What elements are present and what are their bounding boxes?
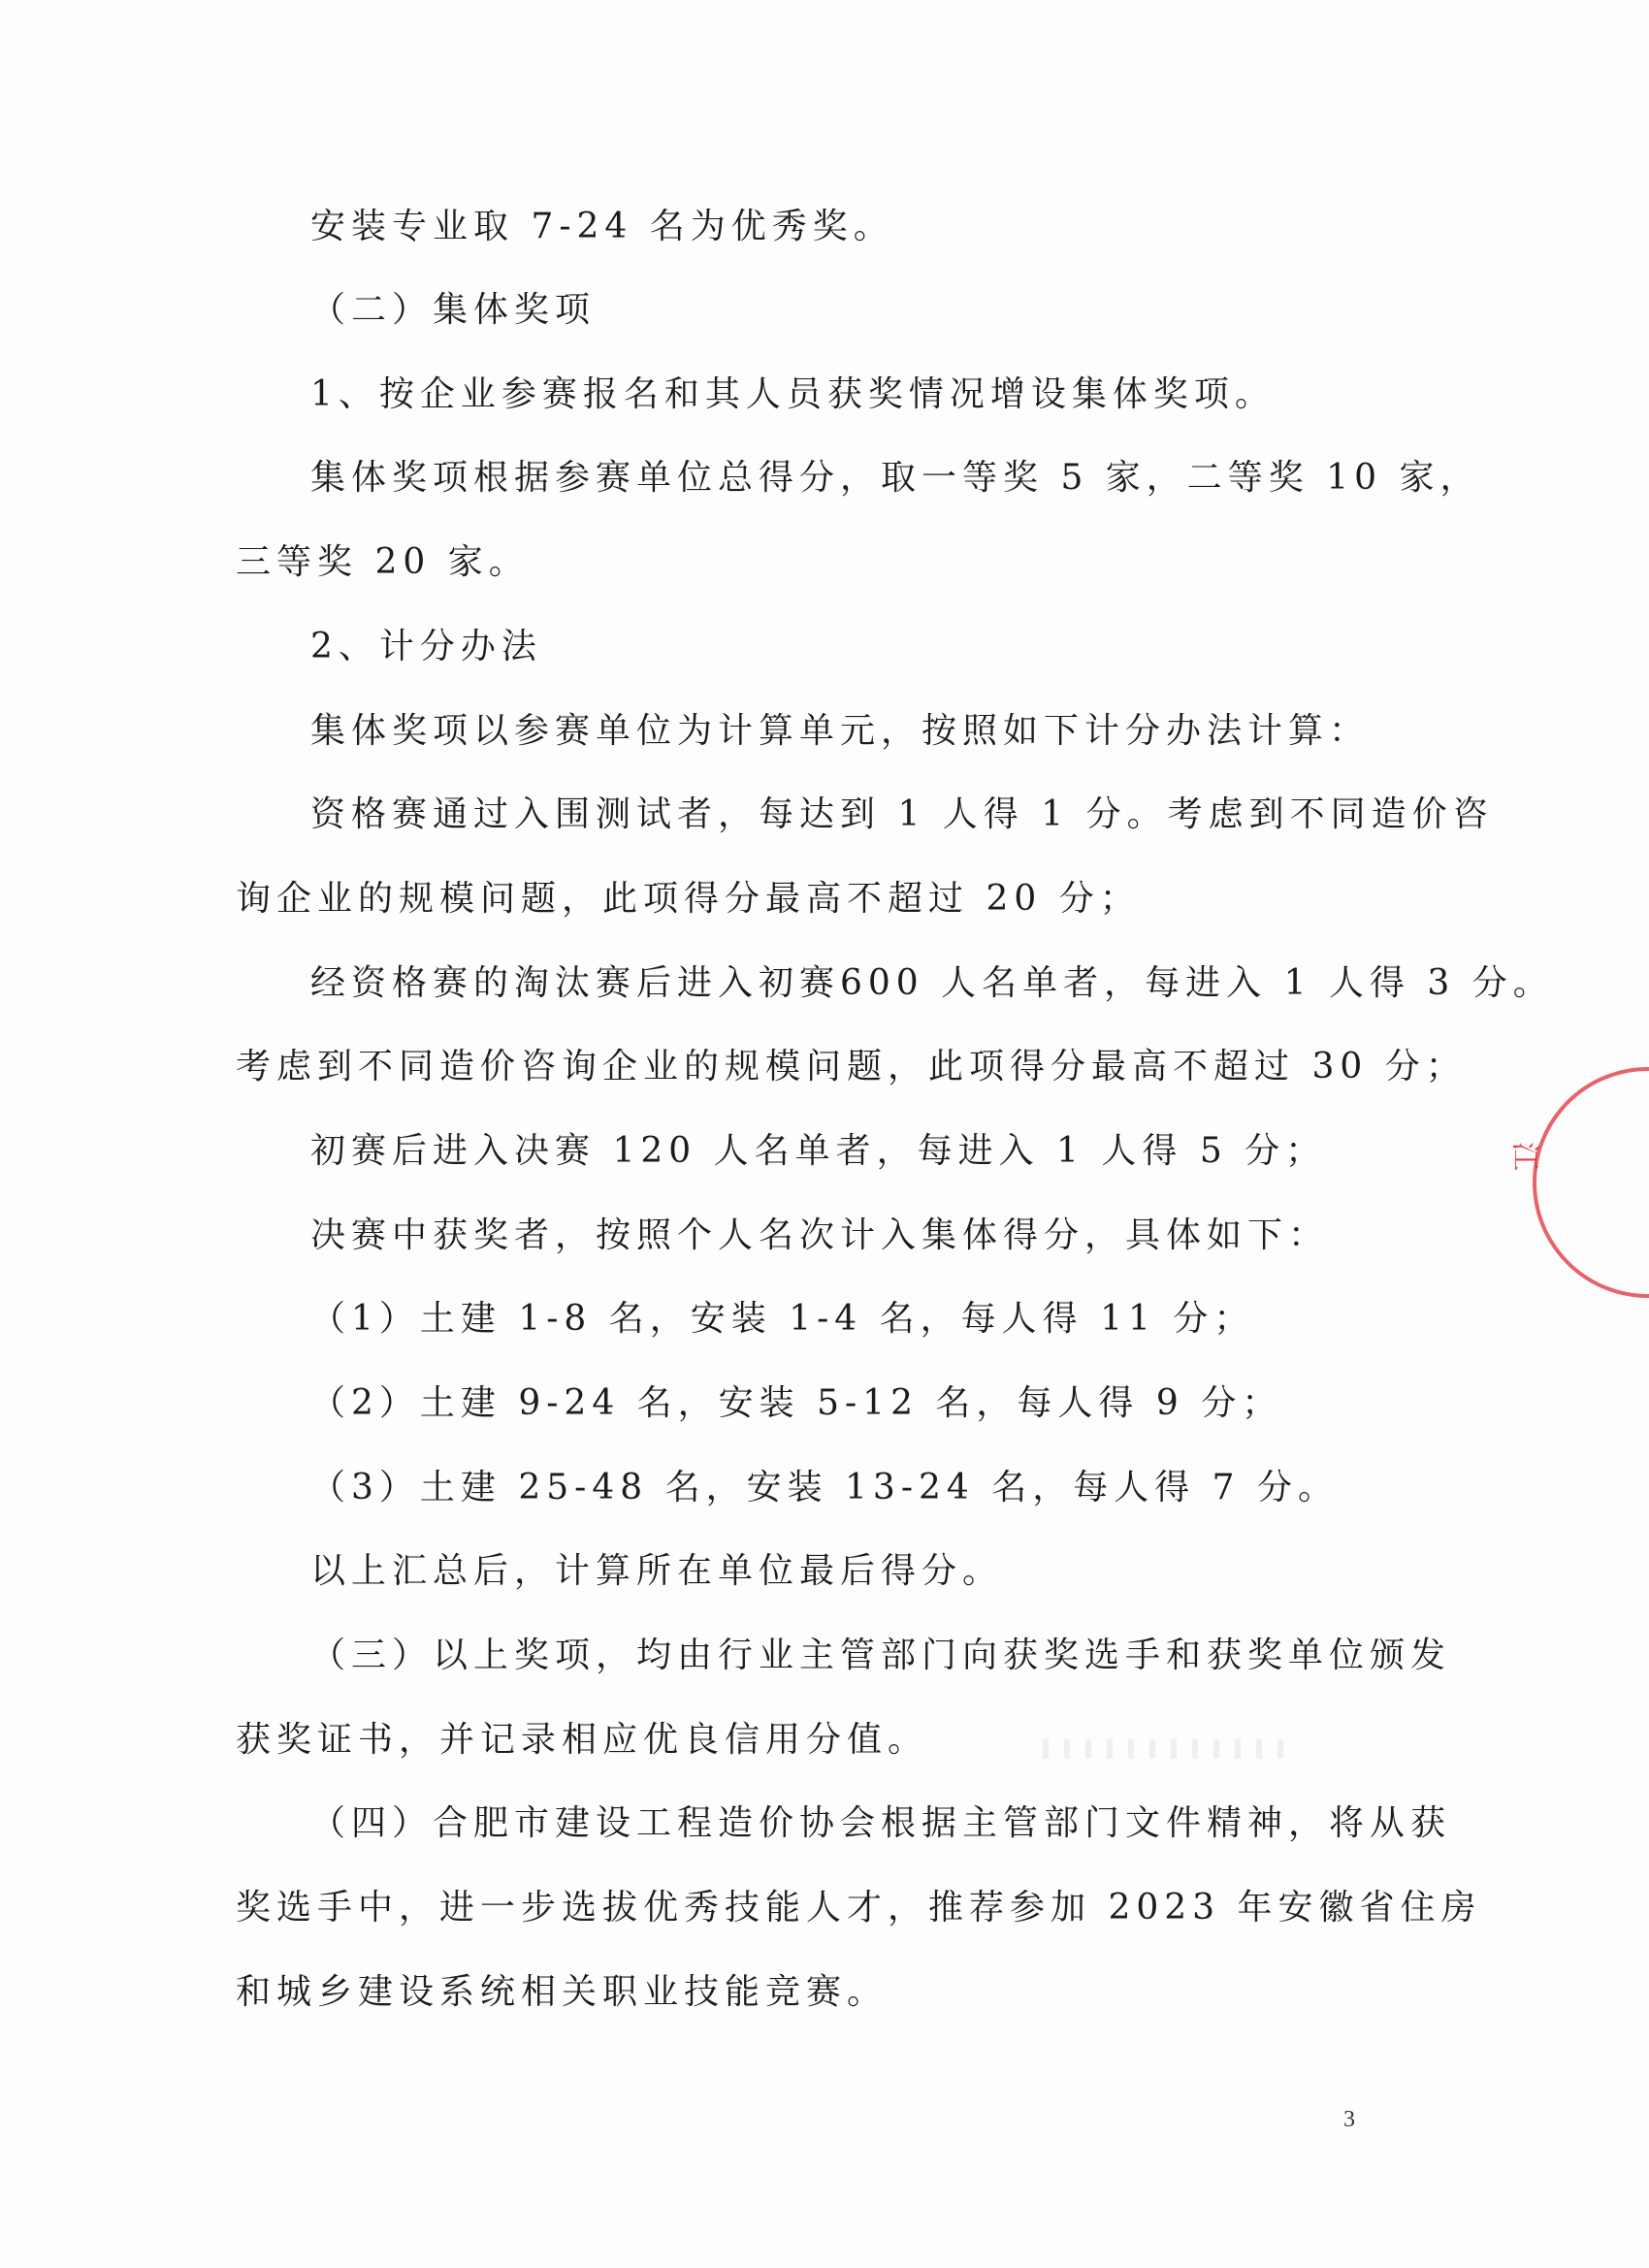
paragraph-line: 询企业的规模问题，此项得分最高不超过 20 分； [236, 879, 1141, 919]
paragraph-line: 1、按企业参赛报名和其人员获奖情况增设集体奖项。 [310, 374, 1276, 414]
paragraph-line: 和城乡建设系统相关职业技能竞赛。 [236, 1972, 889, 2012]
list-item: （1）土建 1-8 名，安装 1-4 名，每人得 11 分； [310, 1299, 1255, 1339]
paragraph-line: 集体奖项以参赛单位为计算单元，按照如下计分办法计算： [310, 711, 1371, 751]
paragraph-line: 资格赛通过入围测试者，每达到 1 人得 1 分。考虑到不同造价咨 [310, 794, 1494, 834]
paragraph-line: 奖选手中，进一步选拔优秀技能人才，推荐参加 2023 年安徽省住房 [236, 1888, 1482, 1928]
paragraph-line: 安装专业取 7-24 名为优秀奖。 [310, 207, 894, 246]
paragraph-line: 集体奖项根据参赛单位总得分，取一等奖 5 家，二等奖 10 家， [310, 458, 1481, 498]
section-heading: （二）集体奖项 [310, 290, 597, 330]
paragraph-line: （四）合肥市建设工程造价协会根据主管部门文件精神，将从获 [310, 1803, 1452, 1843]
paragraph-line: 决赛中获奖者，按照个人名次计入集体得分，具体如下： [310, 1215, 1330, 1255]
paragraph-line: 以上汇总后，计算所在单位最后得分。 [310, 1551, 1004, 1591]
paragraph-line: 经资格赛的淘汰赛后进入初赛600 人名单者，每进入 1 人得 3 分。 [310, 963, 1554, 1003]
paragraph-line: 获奖证书，并记录相应优良信用分值。 [236, 1720, 929, 1760]
paragraph-line: 考虑到不同造价咨询企业的规模问题，此项得分最高不超过 30 分； [236, 1047, 1467, 1086]
list-item: （2）土建 9-24 名，安装 5-12 名，每人得 9 分； [310, 1383, 1283, 1423]
official-seal-stamp [1494, 1067, 1649, 1300]
scan-artifact [1043, 1739, 1285, 1759]
seal-ring [1533, 1067, 1649, 1298]
seal-text-fragment: 江 [1507, 1142, 1541, 1171]
paragraph-line: 初赛后进入决赛 120 人名单者，每进入 1 人得 5 分； [310, 1131, 1327, 1171]
paragraph-line: 三等奖 20 家。 [236, 542, 530, 582]
section-heading: 2、计分办法 [310, 627, 542, 666]
list-item: （3）土建 25-48 名，安装 13-24 名，每人得 7 分。 [310, 1468, 1340, 1507]
page-number: 3 [1343, 2107, 1355, 2132]
paragraph-line: （三）以上奖项，均由行业主管部门向获奖选手和获奖单位颁发 [310, 1636, 1452, 1675]
